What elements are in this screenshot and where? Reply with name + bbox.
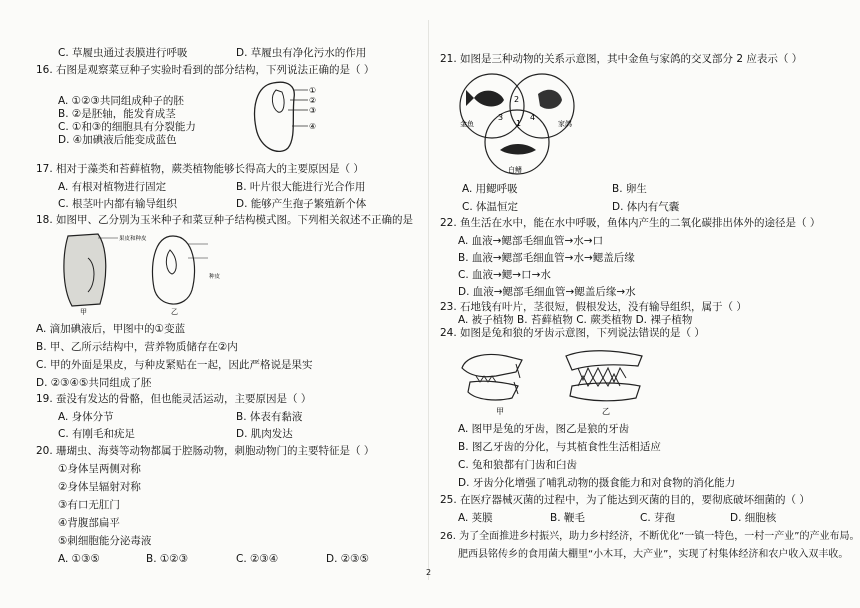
q22-stem: 22. 鱼生活在水中，能在水中呼吸，鱼体内产生的二氧化碳排出体外的途径是（ ） [440, 217, 821, 229]
q21-option-a: A. 用鳃呼吸 [462, 183, 518, 195]
q21-region-1: 1 [516, 119, 522, 128]
q18-seed-figure [58, 228, 248, 316]
left-column [36, 0, 446, 608]
right-column [440, 0, 860, 608]
q24-option-c: C. 兔和狼都有门齿和臼齿 [458, 459, 578, 471]
q23-stem: 23. 石地钱有叶片，茎很短，假根发达，没有输导组织，属于（ ） [440, 301, 747, 313]
q19-option-c: C. 有刚毛和疣足 [58, 428, 136, 440]
q24-teeth-figure [456, 342, 656, 418]
q16-option-d: D. ④加碘液后能变成蓝色 [58, 134, 177, 146]
q25-option-a: A. 荚膜 [458, 512, 493, 524]
q24-option-b: B. 图乙牙齿的分化，与其植食性生活相适应 [458, 441, 661, 453]
q16-label-4: ④ [309, 122, 317, 131]
q15-option-c: C. 草履虫通过表膜进行呼吸 [58, 47, 188, 59]
q16-option-a: A. ①②③共同组成种子的胚 [58, 95, 184, 107]
q21-label-goldfish: 金鱼 [460, 120, 474, 128]
q20-item-4: ④背腹部扁平 [58, 517, 120, 529]
q20-option-b: B. ①②③ [146, 553, 189, 565]
q21-stem: 21. 如图是三种动物的关系示意图，其中金鱼与家鸽的交叉部分 2 应表示（ ） [440, 53, 803, 65]
q25-option-d: D. 细胞核 [730, 512, 777, 524]
q16-stem: 16. 右图是观察菜豆种子实验时看到的部分结构，下列说法正确的是（ ） [36, 64, 375, 76]
q16-label-2: ② [309, 96, 317, 105]
q18-stem: 18. 如图甲、乙分别为玉米种子和菜豆种子结构模式图。下列相关叙述不正确的是 [36, 214, 414, 226]
q26-line-2: 肥西县铭传乡的食用菌大棚里“小木耳，大产业”，实现了村集体经济和农户收入双丰收。 [458, 549, 849, 560]
q22-option-a: A. 血液→鳃部毛细血管→水→口 [458, 235, 604, 247]
q19-option-a: A. 身体分节 [58, 411, 114, 423]
q22-option-b: B. 血液→鳃部毛细血管→水→鳃盖后缘 [458, 252, 635, 264]
q18-option-c: C. 甲的外面是果皮，与种皮紧贴在一起，因此严格说是果实 [36, 359, 313, 371]
page-number: 2 [426, 568, 432, 577]
q18-option-b: B. 甲、乙所示结构中，营养物质储存在②内 [36, 341, 238, 353]
q21-option-c: C. 体温恒定 [462, 201, 519, 213]
q19-option-b: B. 体表有黏液 [236, 411, 303, 423]
q20-stem: 20. 珊瑚虫、海葵等动物都属于腔肠动物，刺胞动物门的主要特征是（ ） [36, 445, 375, 457]
q24-option-a: A. 图甲是兔的牙齿，图乙是狼的牙齿 [458, 423, 630, 435]
q18-label-yi: 乙 [171, 308, 178, 316]
q24-stem: 24. 如图是兔和狼的牙齿示意图，下列说法错误的是（ ） [440, 327, 705, 339]
q19-stem: 19. 蚕没有发达的骨骼，但也能灵活运动，主要原因是（ ） [36, 393, 312, 405]
q21-label-dolphin: 白鳍 [508, 166, 522, 174]
q25-option-c: C. 芽孢 [640, 512, 676, 524]
q21-region-2: 2 [514, 95, 520, 104]
q16-label-3: ③ [309, 106, 317, 115]
q21-region-3: 3 [498, 113, 504, 122]
q17-option-c: C. 根茎叶内都有输导组织 [58, 198, 178, 210]
q22-option-d: D. 血液→鳃部毛细血管→鳃盖后缘→水 [458, 286, 636, 298]
q17-option-b: B. 叶片很大能进行光合作用 [236, 181, 366, 193]
q23-options: A. 被子植物 B. 苔藓植物 C. 蕨类植物 D. 裸子植物 [458, 314, 693, 326]
q20-item-3: ③有口无肛门 [58, 499, 120, 511]
q20-item-2: ②身体呈辐射对称 [58, 481, 141, 493]
q25-stem: 25. 在医疗器械灭菌的过程中，为了能达到灭菌的目的，要彻底破坏细菌的（ ） [440, 494, 810, 506]
q18-option-d: D. ②③④⑤共同组成了胚 [36, 377, 152, 389]
q21-option-d: D. 体内有气囊 [612, 201, 680, 213]
q22-option-c: C. 血液→鳃→口→水 [458, 269, 551, 281]
q20-item-1: ①身体呈两侧对称 [58, 463, 141, 475]
q17-stem: 17. 相对于藻类和苔藓植物，蕨类植物能够长得高大的主要原因是（ ） [36, 163, 364, 175]
q18-label-seedcoat: 种皮 [209, 274, 221, 280]
q18-label-pericarp: 果皮和种皮 [119, 236, 147, 242]
q21-label-pigeon: 家鸽 [558, 120, 572, 128]
q24-option-d: D. 牙齿分化增强了哺乳动物的摄食能力和对食物的消化能力 [458, 477, 736, 489]
q18-label-jia: 甲 [80, 308, 87, 316]
q20-option-a: A. ①③⑤ [58, 553, 100, 565]
q26-line-1: 26. 为了全面推进乡村振兴，助力乡村经济，不断优化“一镇一特色，一村一产业”的产业布局。 [440, 531, 860, 542]
q19-option-d: D. 肌肉发达 [236, 428, 293, 440]
q20-option-c: C. ②③④ [236, 553, 279, 565]
q17-option-d: D. 能够产生孢子繁殖新个体 [236, 198, 367, 210]
q24-label-jia: 甲 [496, 407, 504, 416]
q17-option-a: A. 有根对植物进行固定 [58, 181, 167, 193]
q21-option-b: B. 卵生 [612, 183, 647, 195]
q16-option-b: B. ②是胚轴，能发育成茎 [58, 108, 176, 120]
q21-venn-figure [456, 68, 596, 180]
q16-option-c: C. ①和③的细胞具有分裂能力 [58, 121, 196, 133]
q25-option-b: B. 鞭毛 [550, 512, 585, 524]
q20-option-d: D. ②③⑤ [326, 553, 369, 565]
q15-option-d: D. 草履虫有净化污水的作用 [236, 47, 367, 59]
q16-label-1: ① [309, 86, 317, 95]
q20-item-5: ⑤刺细胞能分泌毒液 [58, 535, 152, 547]
q18-option-a: A. 滴加碘液后，甲图中的①变蓝 [36, 323, 186, 335]
q24-label-yi: 乙 [602, 407, 610, 416]
q16-bean-seed-figure [248, 78, 328, 158]
q21-region-4: 4 [530, 113, 536, 122]
